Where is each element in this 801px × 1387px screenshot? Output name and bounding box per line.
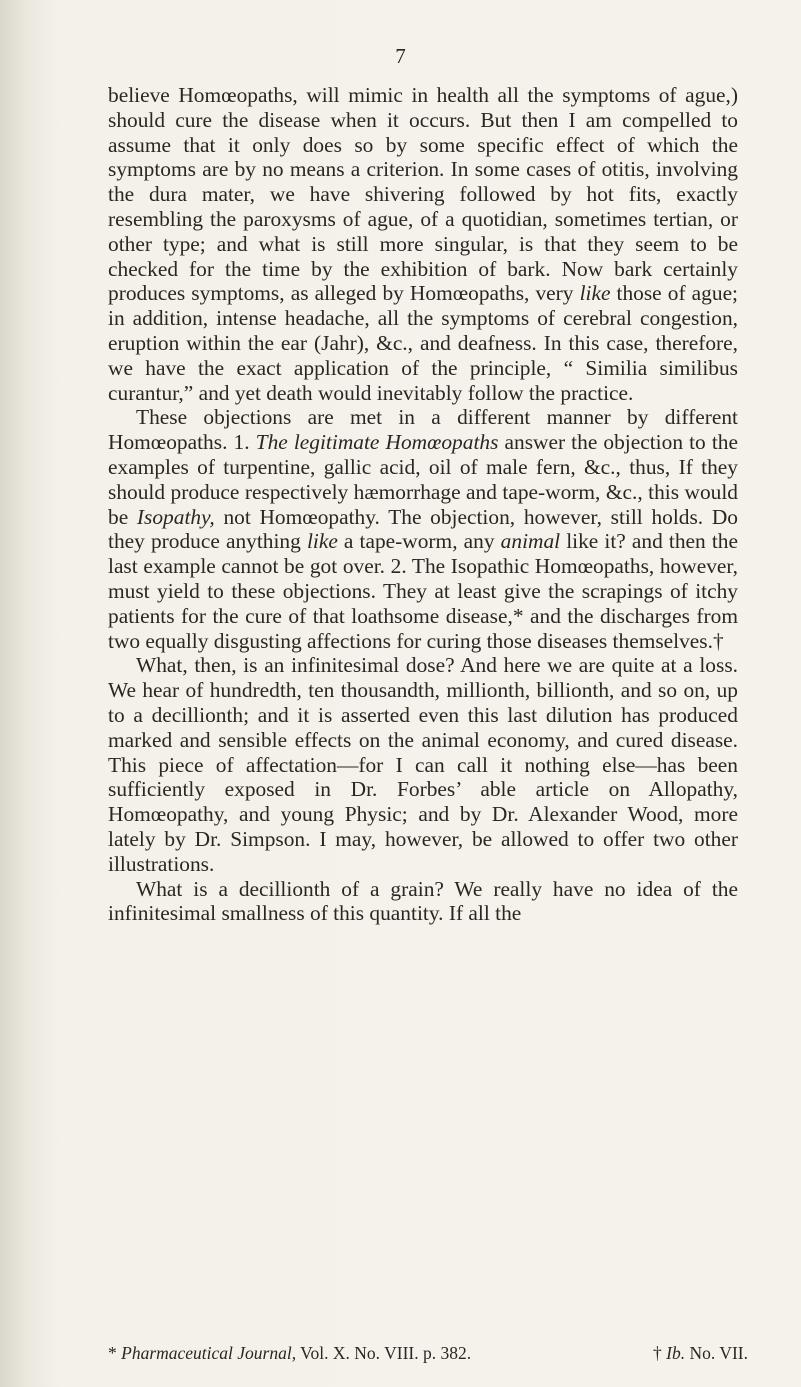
italic-text: The legitimate Homœopaths [255, 430, 499, 455]
page-number: 7 [395, 44, 406, 68]
paragraph-4 [108, 877, 738, 927]
italic-text: animal [500, 529, 561, 554]
footnote-ib: † Ib. No. VII. [653, 1343, 748, 1363]
text-run: What is a decillionth of a grain? We really have no idea of the infinitesimal smallness of this quantity. If all the [108, 876, 738, 926]
text-run: answer the objection to the examples of turpentine, gallic acid, oil of male fern, &c., thus, If they should produce respectively hæmorrhage and tape-worm, &c., this would be [108, 430, 738, 529]
text-run: believe Homœopaths, will mimic in health all the symptoms of ague,) should cure the disease when it occurs. But then I am compelled to assume that it only does so by some specific effect of which the symptoms are by no means a criterion. In some cases of otitis, involving the dura mater, we have shivering followed by hot fits, exactly resembling the paroxysms of ague, of a quotidian, sometimes tertian, or other type; and what is still more singular, is that they seem to be checked for the time by the exhibition of bark. Now bark certainly produces symptoms, as alleged by Homœopaths, very [108, 83, 738, 306]
italic-text: Isopathy, [136, 504, 215, 529]
body-text [108, 83, 738, 926]
text-run: not Homœopathy. The objection, however, still holds. Do they produce anything [108, 504, 738, 554]
paragraph-1 [108, 83, 738, 405]
footnote-pharmaceutical-journal: * Pharmaceutical Journal, Vol. X. No. VIII. p. 382. [108, 1343, 472, 1363]
text-run: a tape-worm, any [337, 529, 501, 554]
paragraph-2 [108, 405, 738, 653]
italic-text: like [306, 529, 338, 554]
paragraph-3 [108, 653, 738, 876]
text-run: like it? and then the last example cannot be got over. 2. The Isopathic Homœopaths, however, must yield to these objections. They at least give the scrapings of itchy patients for the cure of that loathsome disease,* and the discharges from two equally disgusting affections for curing those diseases themselves.† [108, 529, 738, 653]
text-run: These objections are met in a different manner by different Homœopaths. 1. [108, 405, 738, 455]
text-run: those of ague; in addition, intense headache, all the symptoms of cerebral congestion, eruption within the ear (Jahr), &c., and deafness. In this case, therefore, we have the exact application of the principle, “ Similia similibus curantur,” and yet death would inevitably follow the practice. [108, 281, 738, 405]
footnotes [108, 1342, 748, 1364]
italic-text: like [579, 281, 611, 306]
text-run: What, then, is an infinitesimal dose? And here we are quite at a loss. We hear of hundredth, ten thousandth, millionth, billionth, and so on, up to a decillionth; and it is asserted even this last dilution has produced marked and sensible effects on the animal economy, and cured disease. This piece of affectation—for I can call it nothing else—has been sufficiently exposed in Dr. Forbes’ able article on Allopathy, Homœopathy, and young Physic; and by Dr. Alexander Wood, more lately by Dr. Simpson. I may, however, be allowed to offer two other illustrations. [108, 653, 738, 876]
